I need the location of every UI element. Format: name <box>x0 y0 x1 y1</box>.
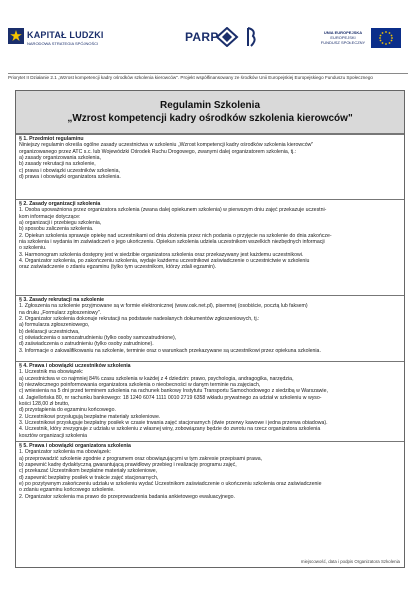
document-title: Regulamin Szkolenia <box>159 100 261 111</box>
section-1 <box>16 134 404 199</box>
ue-title: UNIA EUROPEJSKA <box>323 30 363 35</box>
section-line: 4. Organizator szkolenia, po zakończeniu szkolenia, wydaje każdemu uczestnikowi zaświadczenie o uczestnictwie w szkoleniu <box>19 258 310 265</box>
kapital-ludzki-subtitle: NARODOWA STRATEGIA SPÓJNOŚCI <box>27 41 99 46</box>
section-line: b) sposobu zaliczenia szkolenia. <box>19 226 94 233</box>
section-line: 1. Organizator szkolenia ma obowiązek: <box>19 449 111 456</box>
section-line: 3. Uczestnikowi przysługuje bezpłatny posiłek w czasie trwania zajęć stacjonarnych (dwie przerwy kawowe i jedna przerwa obiadowa). <box>19 420 328 427</box>
section-3 <box>16 295 404 361</box>
kapital-ludzki-title: KAPITAŁ LUDZKI <box>27 30 104 40</box>
section-line: 2. Opiekun szkolenia sprawuje opiekę nad uczestnikami od dnia złożenia przez nich podania o przyjęcie na szkolenie do dnia zakończe- <box>19 232 332 239</box>
section-line: b) zasady rekrutacji na szkolenie, <box>19 161 96 168</box>
section-5 <box>16 441 404 567</box>
header <box>0 0 416 60</box>
ue-line-3: FUNDUSZ SPOŁECZNY <box>320 40 366 45</box>
section-line: d) zaświadczenia o zatrudnieniu (tylko osoby zatrudnione). <box>19 341 154 348</box>
section-line: a) uczestnictwa w co najmniej 84% czasu szkolenia w każdej z 4 dziedzin: prawo, psychologia, andragogika, narzędzia, <box>19 375 294 382</box>
section-line: organizowanego przez ATC s.c. lub Wojewódzki Ośrodek Ruchu Drogowego, zwanymi dalej organizatorem szkolenia, tj.: <box>19 148 297 155</box>
section-line: 3. Harmonogram szkolenia dostępny jest w siedzibie organizatora szkolenia oraz przekazywany jest każdemu uczestnikowi. <box>19 251 304 258</box>
ministry-logo-icon <box>245 26 259 48</box>
section-line: 2. Organizator szkolenia dokonuje rekrutacji na podstawie nadesłanych dokumentów zgłoszeniowych, tj.: <box>19 316 260 323</box>
section-line: a) przeprowadzić szkolenie zgodnie z programem oraz obowiązującymi w tym zakresie przepisami prawa, <box>19 455 263 462</box>
section-line: kom informacje dotyczące: <box>19 213 81 220</box>
section-line: 1. Zgłoszenia na szkolenie przyjmowane są w formie elektronicznej (www.osk.net.pl), pisemnej (osobiście, pocztą lub faksem) <box>19 303 308 310</box>
document-subtitle: „Wzrost kompetencji kadry ośrodków szkolenia kierowców" <box>67 113 353 124</box>
section-line: b) deklaracji uczestnictwa, <box>19 328 80 335</box>
ue-text-block <box>318 30 368 45</box>
section-heading: § 1. Przedmiot regulaminu <box>19 136 84 142</box>
section-line: Niniejszy regulamin określa ogólne zasady uczestnictwa w szkoleniu „Wzrost kompetencji kadry ośrodków szkolenia kierowców" <box>19 142 314 149</box>
section-line: 1. Osoba upoważniona przez organizatora szkolenia (zwana dalej opiekunem szkolenia) w pierwszym dniu zajęć przekazuje uczestni- <box>19 207 327 214</box>
section-line: o zdaniu egzaminu końcowego szkolenie. <box>19 487 115 494</box>
parp-logo-icon <box>215 27 239 47</box>
section-4 <box>16 361 404 441</box>
section-heading: § 2. Zasady organizacji szkolenia <box>19 201 101 207</box>
ue-line-2: EUROPEJSKI <box>330 35 356 40</box>
section-line: a) formularza zgłoszeniowego, <box>19 322 90 329</box>
section-line: 3. Informacje o zakwalifikowaniu na szkolenie, terminie oraz o warunkach przekazywane są uczestnikowi przez opiekuna szkolenia. <box>19 347 321 354</box>
section-heading: § 4. Prawa i obowiązki uczestników szkolenia <box>19 363 131 369</box>
section-line: 2. Uczestnikowi przysługują bezpłatne materiały szkoleniowe. <box>19 413 161 420</box>
section-line: c) prawa i obowiązki uczestników szkolenia, <box>19 167 120 174</box>
section-line: c) przekazać Uczestnikom bezpłatne materiały szkoleniowe, <box>19 468 158 475</box>
section-line: na druku „Formularz zgłoszeniowy". <box>19 309 102 316</box>
section-line: a) organizacji i przebiegu szkolenia, <box>19 220 102 227</box>
section-2 <box>16 199 404 295</box>
section-line: c) wniesienia na 5 dni przed terminem szkolenia na rachunek bankowy Instytutu Transportu Samochodowego z siedzibą w Warszawie, <box>19 388 328 395</box>
section-line: d) przystąpienia do egzaminu końcowego. <box>19 407 116 414</box>
section-line: o szkoleniu. <box>19 245 47 252</box>
section-line: 4. Uczestnik, który zrezygnuje z udziału w szkoleniu z własnej winy, zobowiązany będzie do zwrotu na rzecz organizatora szkolenia <box>19 426 321 433</box>
section-heading: § 5. Prawa i obowiązki organizatora szkolenia <box>19 443 131 449</box>
title-box <box>16 91 404 134</box>
section-line: kości 128,00 zł brutto, <box>19 401 70 408</box>
section-line: ul. Jagiellońska 80, nr rachunku bankowego: 18 1240 6074 1111 0010 2719 6358 wkładu prywatnego za udział w szkoleniu w wyso- <box>19 394 322 401</box>
section-line: e) po pozytywnym zakończeniu udziału w szkoleniu wydać Uczestnikom zaświadczenie o ukończeniu szkolenia oraz zaświadczenie <box>19 481 322 488</box>
section-line: c) oświadczenia o samozatrudnieniu (tylko osoby samozatrudnione), <box>19 335 177 342</box>
regulation-document <box>15 90 405 568</box>
project-line: Priorytet II Działanie 2.1 „Wzrost kompetencji kadry ośrodków szkolenia kierowców". Projekt współfinansowany ze środków Unii Europejskiej Europejskiego Funduszu Społecznego <box>8 75 373 80</box>
kapital-ludzki-logo-icon <box>8 28 24 44</box>
section-line: oraz zaświadczenie o zdaniu egzaminu (tylko tym uczestnikom, którzy zdali egzamin). <box>19 264 217 271</box>
section-line: nia szkolenia i wydania im zaświadczeń o jego ukończeniu. Opiekun szkolenia udziela uczestnikom wszelkich niezbędnych informacji <box>19 239 325 246</box>
eu-flag-icon <box>371 28 401 48</box>
section-line: b) zapewnić kadrę dydaktyczną gwarantującą prawidłowy przebieg i realizację programu zajęć, <box>19 462 237 469</box>
parp-logo-text: PARP <box>185 30 219 44</box>
section-line: d) zapewnić bezpłatny posiłek w trakcie zajęć stacjonarnych, <box>19 474 159 481</box>
section-line: 1. Uczestnik ma obowiązek: <box>19 369 84 376</box>
signature-caption: miejscowość, data i podpis Organizatora Szkolenia <box>300 558 400 564</box>
section-line: 2. Organizator szkolenia ma prawo do przeprowadzenia badania ankietowego ewaluacyjnego. <box>19 493 235 500</box>
section-line: d) prawa i obowiązki organizatora szkolenia. <box>19 174 121 181</box>
header-separator <box>8 73 408 74</box>
section-line: a) zasady organizowania szkolenia, <box>19 155 101 162</box>
section-heading: § 3. Zasady rekrutacji na szkolenie <box>19 297 105 303</box>
section-line: b) niezwłocznego poinformowania organizatora szkolenia o nieobecności w danym terminie na zajęciach, <box>19 382 261 389</box>
section-line: kosztów organizacji szkolenia <box>19 432 88 439</box>
